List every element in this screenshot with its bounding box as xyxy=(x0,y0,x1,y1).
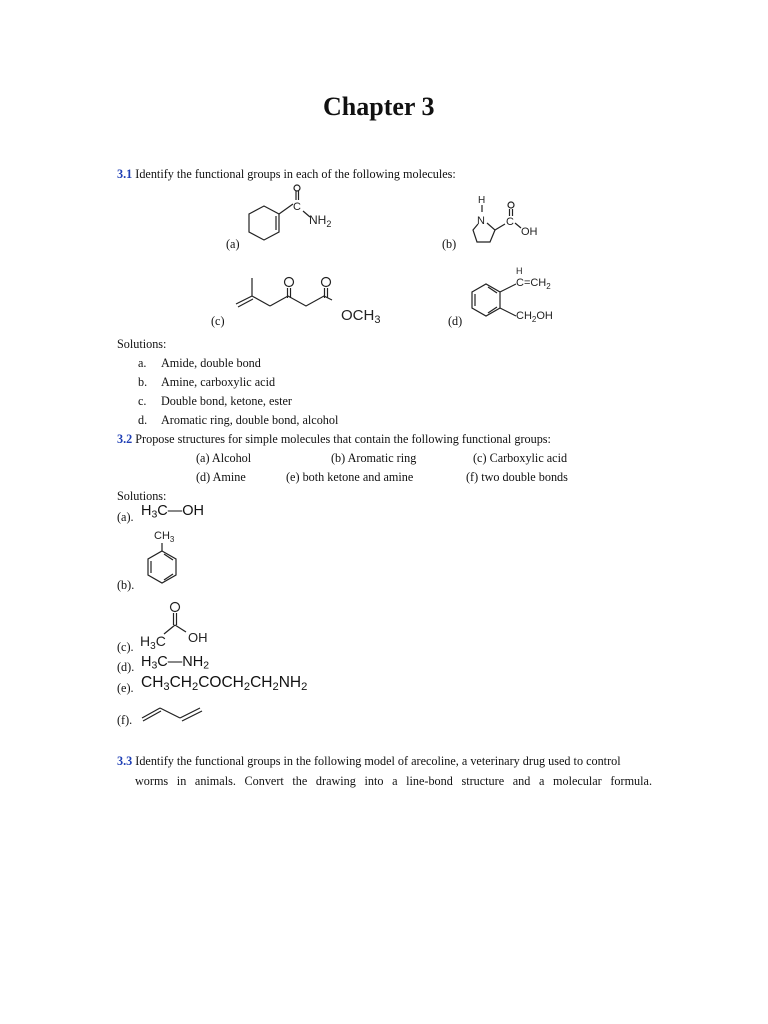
question-3-3 xyxy=(117,754,621,769)
molecule-c-structure xyxy=(232,274,392,324)
question-number: 3.2 xyxy=(117,432,133,446)
solution-letter: b. xyxy=(138,375,148,389)
svg-text:CH3: $CH_3$ xyxy=(154,530,175,544)
answer-label-d: (d). xyxy=(117,660,135,674)
svg-text:N: N xyxy=(477,215,485,227)
answer-label-b: (b). xyxy=(117,578,135,592)
molecule-label-b: (b) xyxy=(442,237,457,251)
answer-d-formula: $H_3C—NH_2$ xyxy=(141,654,210,672)
svg-text:H: H xyxy=(478,195,486,206)
molecule-label-d: (d) xyxy=(448,314,463,328)
page-title: Chapter 3 xyxy=(323,92,435,121)
answer-f-structure xyxy=(140,700,220,724)
question-number: 3.3 xyxy=(117,754,133,768)
solutions-heading: Solutions: xyxy=(117,489,167,503)
answer-a-formula: $H_3C—OH$ xyxy=(141,503,205,521)
solutions-heading: Solutions: xyxy=(117,337,167,351)
answer-label-a: (a). xyxy=(117,510,134,524)
svg-text:H3C: $H_3C$ xyxy=(140,633,166,652)
answer-label-c: (c). xyxy=(117,640,134,654)
solution-text: Aromatic ring, double bond, alcohol xyxy=(161,413,339,427)
group-item: (a) Alcohol xyxy=(196,451,252,465)
group-item: (e) both ketone and amine xyxy=(286,470,414,484)
svg-text:OCH3: $OCH_3$ xyxy=(341,307,381,326)
svg-text:C=CH2: $C=CH_2$ xyxy=(516,277,551,291)
question-text-line-2: worms in animals. Convert the drawing into a line-bond structure and a molecular formula. xyxy=(135,774,652,788)
molecule-d-structure xyxy=(466,264,576,328)
svg-text:OH: OH xyxy=(188,630,208,645)
svg-text:C: C xyxy=(293,201,301,213)
svg-text:CH2OH: $CH_2OH$ xyxy=(516,310,553,324)
question-text-line-1: Identify the functional groups in the following model of arecoline, a veterinary drug used to control xyxy=(135,754,621,768)
solution-text: Amine, carboxylic acid xyxy=(161,375,276,389)
question-text: Propose structures for simple molecules that contain the following functional groups: xyxy=(135,432,551,446)
molecule-label-c: (c) xyxy=(211,314,225,328)
group-item: (f) two double bonds xyxy=(466,470,568,484)
group-item: (c) Carboxylic acid xyxy=(473,451,568,465)
solution-letter: d. xyxy=(138,413,148,427)
answer-label-e: (e). xyxy=(117,681,134,695)
molecule-a-structure xyxy=(240,186,350,246)
answer-c-structure xyxy=(140,598,230,652)
svg-text:C: C xyxy=(506,216,514,228)
svg-text:H: H xyxy=(516,266,523,276)
answer-e-formula: $CH_3CH_2COCH_2CH_2NH_2$ xyxy=(141,674,308,693)
question-3-1 xyxy=(117,167,456,182)
svg-text:NH2: $NH_2$ xyxy=(309,213,332,229)
svg-text:OH: OH xyxy=(521,226,538,238)
answer-label-f: (f). xyxy=(117,713,133,727)
solution-text: Amide, double bond xyxy=(161,356,261,370)
answer-b-structure xyxy=(140,528,190,588)
molecule-label-a: (a) xyxy=(226,237,240,251)
solution-letter: a. xyxy=(138,356,147,370)
molecule-b-structure xyxy=(465,194,575,254)
question-text: Identify the functional groups in each of the following molecules: xyxy=(135,167,456,181)
group-item: (b) Aromatic ring xyxy=(331,451,417,465)
question-number: 3.1 xyxy=(117,167,133,181)
group-item: (d) Amine xyxy=(196,470,246,484)
question-3-2 xyxy=(117,432,551,447)
solution-letter: c. xyxy=(138,394,147,408)
solution-text: Double bond, ketone, ester xyxy=(161,394,292,408)
